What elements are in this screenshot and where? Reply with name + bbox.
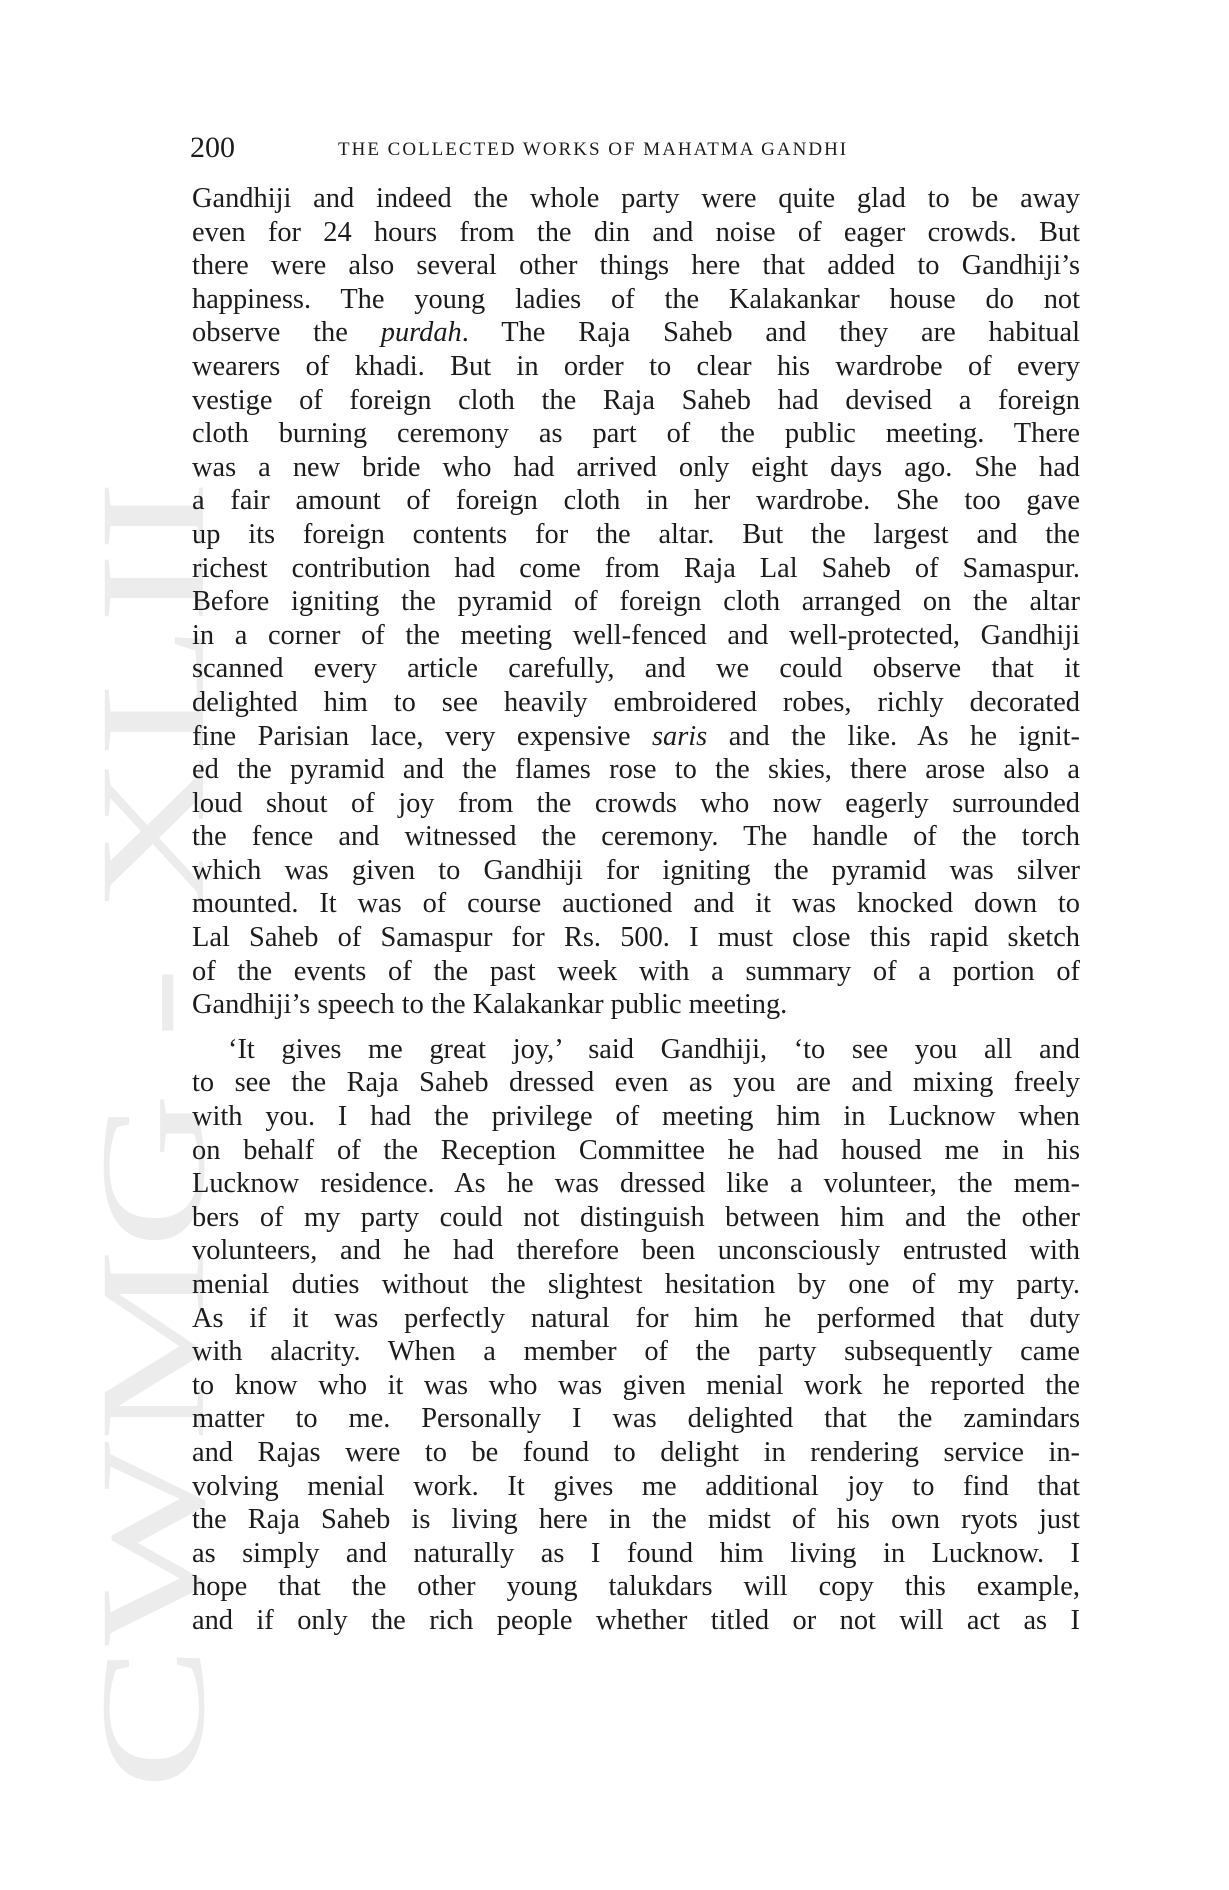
text-line: delighted him to see heavily embroidered robes, richly decorated [192,686,1080,718]
text-line: up its foreign contents for the altar. But the largest and the [192,518,1080,550]
text-line: menial duties without the slightest hesitation by one of my party. [192,1269,1080,1300]
text-line: and Rajas were to be found to delight in rendering service in- [192,1436,1080,1468]
text-line: as simply and naturally as I found him living in Lucknow. I [192,1537,1080,1569]
text-line: scanned every article carefully, and we could observe that it [192,653,1080,685]
text-line: on behalf of the Reception Committee he had housed me in his [192,1134,1080,1166]
running-head: THE COLLECTED WORKS OF MAHATMA GANDHI [338,139,849,160]
text-line: matter to me. Personally I was delighted that the zamindars [192,1403,1080,1435]
text-line: cloth burning ceremony as part of the public meeting. There [192,418,1080,450]
text-line: ed the pyramid and the flames rose to the skies, there arose also a [192,754,1080,786]
page-number: 200 [190,131,235,164]
text-line: Lal Saheb of Samaspur for Rs. 500. I must close this rapid sketch [192,922,1080,954]
text-line: mounted. It was of course auctioned and it was knocked down to [192,888,1080,920]
text-line: to see the Raja Saheb dressed even as you are and mixing freely [192,1067,1080,1099]
text-line: wearers of khadi. But in order to clear his wardrobe of every [192,350,1080,382]
text-line: observe the purdah. The Raja Saheb and they are habitual [192,317,1081,349]
text-line: loud shout of joy from the crowds who now eagerly surrounded [192,787,1080,819]
text-line: to know who it was who was given menial work he reported the [192,1369,1080,1401]
text-line: a fair amount of foreign cloth in her wardrobe. She too gave [192,485,1080,517]
paragraph-2 [192,1033,1080,1638]
body-text [192,182,1080,1638]
text-line: happiness. The young ladies of the Kalakankar house do not [192,283,1080,315]
text-line: richest contribution had come from Raja Lal Saheb of Samaspur. [192,552,1080,584]
text-line: Lucknow residence. As he was dressed like a volunteer, the mem- [192,1168,1080,1200]
italic-term: purdah [380,317,462,349]
text-line: volving menial work. It gives me additional joy to find that [192,1470,1080,1502]
text-line: vestige of foreign cloth the Raja Saheb had devised a foreign [192,384,1080,416]
text-line: fine Parisian lace, very expensive saris and the like. As he ignit- [192,720,1080,752]
watermark-text: CWMG - XLII [70,881,236,1790]
paragraph-1 [192,182,1080,1022]
text-line: ‘It gives me great joy,’ said Gandhiji, ‘to see you all and [228,1033,1080,1065]
text-line: even for 24 hours from the din and noise of eager crowds. But [192,216,1080,248]
text-line: Gandhiji’s speech to the Kalakankar public meeting. [192,989,788,1021]
text-line: Before igniting the pyramid of foreign cloth arranged on the altar [192,586,1080,618]
text-line: the fence and witnessed the ceremony. The handle of the torch [192,821,1080,853]
text-line: which was given to Gandhiji for igniting the pyramid was silver [192,854,1080,886]
text-line: was a new bride who had arrived only eight days ago. She had [192,451,1080,483]
text-line: hope that the other young talukdars will copy this example, [192,1571,1080,1603]
text-line: and if only the rich people whether titled or not will act as I [192,1604,1080,1636]
text-line: the Raja Saheb is living here in the midst of his own ryots just [192,1504,1080,1536]
page-header [190,128,1090,168]
italic-term: saris [651,720,708,752]
text-line: Gandhiji and indeed the whole party were quite glad to be away [192,183,1080,214]
text-line: there were also several other things here that added to Gandhiji’s [192,250,1080,282]
text-line: As if it was perfectly natural for him he performed that duty [192,1302,1080,1334]
text-line: of the events of the past week with a summary of a portion of [192,955,1080,987]
text-line: in a corner of the meeting well-fenced and well-protected, Gandhiji [192,619,1080,651]
text-line: bers of my party could not distinguish between him and the other [192,1201,1080,1233]
text-line: volunteers, and he had therefore been unconsciously entrusted with [192,1235,1080,1267]
text-line: with alacrity. When a member of the party subsequently came [192,1336,1080,1368]
text-line: with you. I had the privilege of meeting him in Lucknow when [192,1101,1080,1133]
